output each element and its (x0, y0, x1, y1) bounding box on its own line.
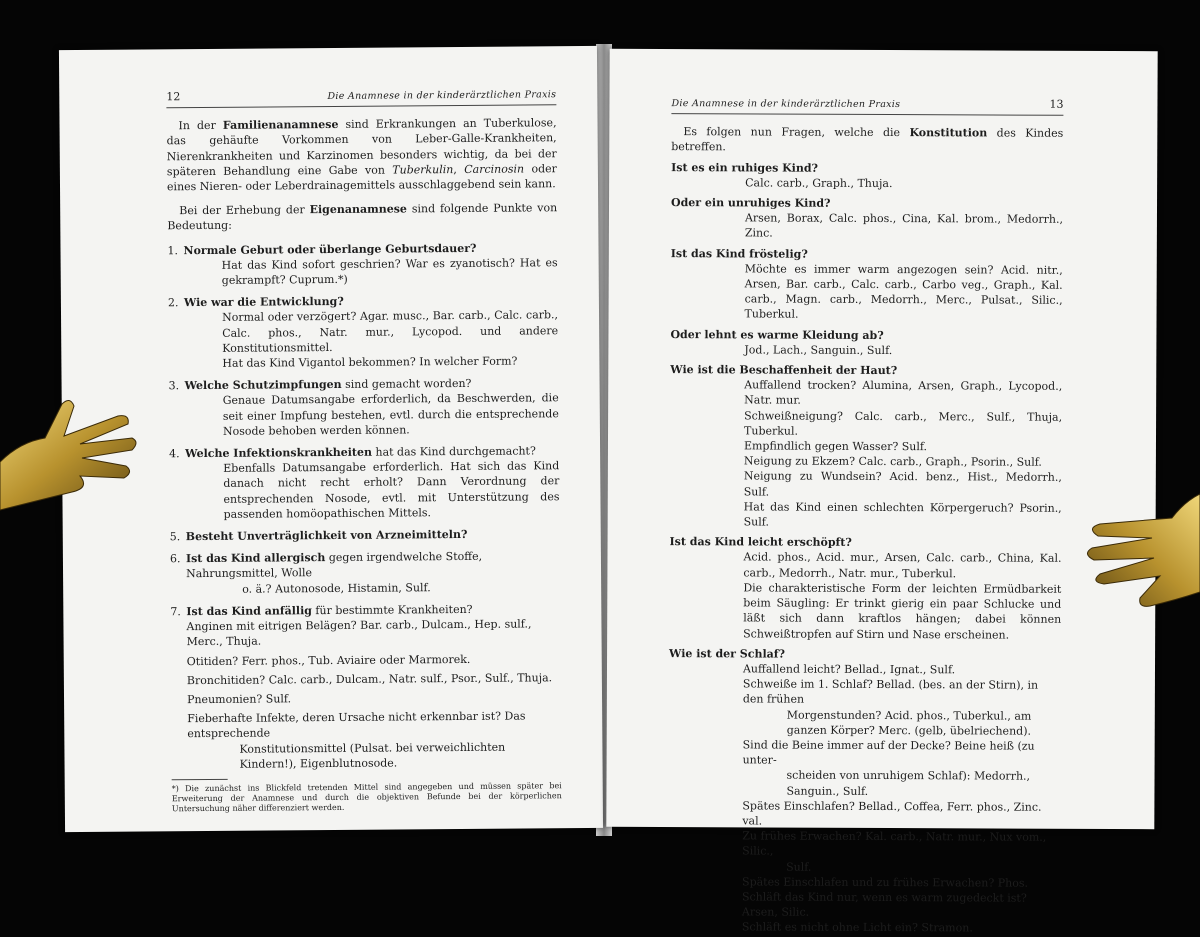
list-item: 5. Besteht Unverträglichkeit von Arzneimitteln? (169, 528, 468, 544)
constitution-intro: Es folgen nun Fragen, welche die Konstitution des Kindes betreffen. (671, 125, 1064, 154)
list-item: 3. Welche Schutzimpfungen sind gemacht worden? Genaue Datumsangabe erforderlich, da Beschwerden, die seit einer Impfung bestehen, evtl. durch die entsprechende Nosode behoben werden können. (168, 377, 559, 438)
question-block: Oder lehnt es warme Kleidung ab? Jod., Lach., Sanguin., Sulf. (670, 327, 893, 357)
footnote: *) Die zunächst ins Blickfeld tretenden Mittel sind angegeben und müssen später bei Erweiterung der Anamnese und durch die objektiven Befunde bei der körperlichen Untersuchung näher differenziert werden. (171, 781, 562, 814)
list-item: 4. Welche Infektionskrankheiten hat das Kind durchgemacht? Ebenfalls Datumsangabe erforderlich. Hat sich das Kind danach nicht recht erholt? Dann Verordnung der entsprechenden Nosode, evtl. mit Unterstützung des passenden homöopathischen Mittels. (169, 444, 560, 521)
footnote-rule (172, 779, 228, 780)
list-item: 1. Normale Geburt oder überlange Geburtsdauer? Hat das Kind sofort geschrien? War es zyanotisch? Hat es gekrampft? Cuprum.*) (167, 241, 558, 287)
sleep-question-block: Wie ist der Schlaf? Auffallend leicht? Bellad., Ignat., Sulf. Schweiße im 1. Schlaf? Bellad. (bes. an der Stirn), in den frühen Morgenstunden? Acid. phos., Tuberkul., am ganzen Körper? Merc. (gelb, übelriechend). Sind die Beine immer auf der Decke? Beine heiß (zu unter- scheiden von unruhigem Schlaf): Medorrh., Sanguin., Sulf. Spätes Einschlafen? Bellad., Coffea, Ferr. phos., Zinc. val. Zu frühes Erwachen? Kal. carb., Natr. mur., Nux vom., Silic., Sulf. Spätes Einschlafen und zu frühes Erwachen? Phos. Schläft das Kind nur, wenn es warm zugedeckt ist? Arsen, Silic. Schläft es nicht ohne Licht ein? Stramon. (669, 646, 1047, 935)
question-block: Oder ein unruhiges Kind? Arsen, Borax, Calc. phos., Cina, Kal. brom., Medorrh., Zinc. (671, 196, 1063, 240)
left-page-content (166, 86, 562, 814)
question-block: Ist es ein ruhiges Kind? Calc. carb., Graph., Thuja. (671, 160, 893, 190)
right-running-title: Die Anamnese in der kinderärztlichen Praxis (671, 98, 901, 111)
left-page (59, 46, 603, 832)
question-block: Wie ist die Beschaffenheit der Haut? Auffallend trocken? Alumina, Arsen, Graph., Lycopod., Natr. mur. Schweißneigung? Calc. carb., Merc., Sulf., Thuja, Tuberkul. Empfindlich gegen Wasser? Sulf. Neigung zu Ekzem? Calc. carb., Graph., Psorin., Sulf. Neigung zu Wundsein? Acid. benz., Hist., Medorrh., Sulf. Hat das Kind einen schlechten Körpergeruch? Psorin., Sulf. (670, 363, 1063, 529)
left-page-number: 12 (166, 90, 181, 104)
family-anamnesis-paragraph: In der Familienanamnese sind Erkrankungen an Tuberkulose, das gehäufte Vorkommen von Leber-Galle-Krankheiten, Nierenkrankheiten und Karzinomen besonders wichtig, da bei der späteren Behandlung eine Gabe von Tuberkulin, Carcinosin oder eines Nieren- oder Leberdrainagemittels ausschlaggebend sein kann. (166, 116, 557, 194)
list-item: 6. Ist das Kind allergisch gegen irgendwelche Stoffe, Nahrungsmittel, Wolle o. ä.? Autonosode, Histamin, Sulf. (169, 550, 483, 596)
right-running-header (671, 95, 1063, 116)
question-block: Ist das Kind fröstelig? Möchte es immer warm angezogen sein? Acid. nitr., Arsen, Bar. carb., Calc. carb., Carbo veg., Graph., Kal. carb., Magn. carb., Medorrh., Merc., Pulsat., Silic., Tuberkul. (670, 246, 1063, 322)
right-page-content (668, 95, 1064, 936)
brass-hand-left-icon (0, 392, 140, 532)
list-item: 7. Ist das Kind anfällig für bestimmte Krankheiten? Anginen mit eitrigen Belägen? Bar. carb., Dulcam., Hep. sulf., Merc., Thuja. Otitiden? Ferr. phos., Tub. Aviaire oder Marmorek. Bronchitiden? Calc. carb., Dulcam., Natr. sulf., Psor., Sulf., Thuja. Pneumonien? Sulf. Fieberhafte Infekte, deren Ursache nicht erkennbar ist? Das entsprechende Konstitutionsmittel (Pulsat. bei verweichlichten Kindern!), Eigenblutnosode. (170, 602, 553, 771)
left-running-header (166, 86, 556, 108)
own-anamnesis-paragraph: Bei der Erhebung der Eigenanamnese sind folgende Punkte von Bedeutung: (167, 201, 558, 233)
right-page-number: 13 (1049, 97, 1064, 111)
question-block: Ist das Kind leicht erschöpft? Acid. phos., Acid. mur., Arsen, Calc. carb., China, Kal. carb., Medorrh., Natr. mur., Tuberkul. Die charakteristische Form der leichten Ermüdbarkeit beim Säugling: Er trinkt gierig ein paar Schlucke und läßt sich dann kraftlos hängen; dabei können Schweißtropfen auf Stirn und Nase erscheinen. (669, 535, 1062, 642)
left-running-title: Die Anamnese in der kinderärztlichen Praxis (327, 89, 557, 103)
brass-hand-right-icon (1080, 488, 1200, 612)
right-page (606, 49, 1157, 935)
list-item: 2. Wie war die Entwicklung? Normal oder verzögert? Agar. musc., Bar. carb., Calc. carb., Calc. phos., Natr. mur., Lycopod. und andere Konstitutionsmittel. Hat das Kind Vigantol bekommen? In welcher Form? (167, 295, 559, 370)
